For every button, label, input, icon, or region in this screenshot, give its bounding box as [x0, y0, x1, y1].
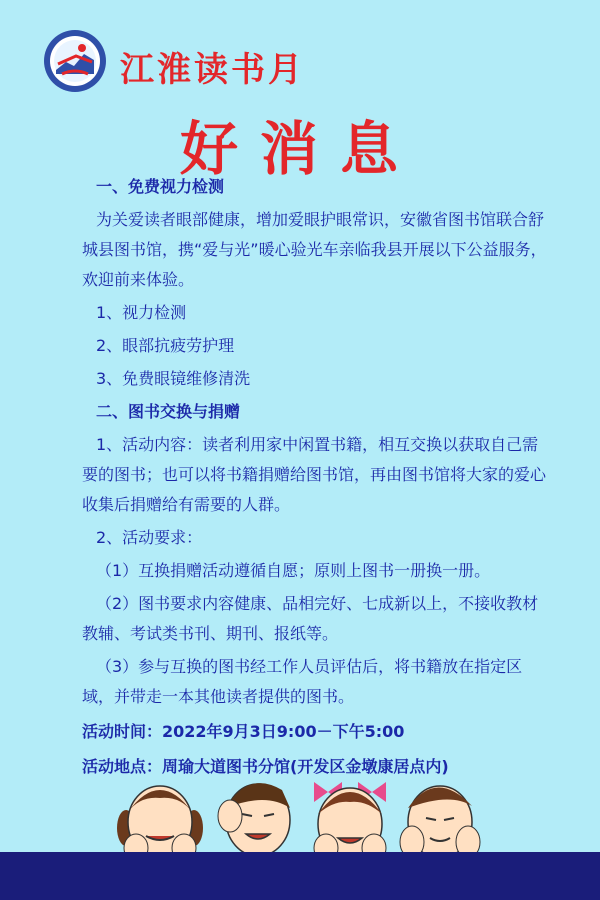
section2-req: （2）图书要求内容健康、品相完好、七成新以上，不接收教材教辅、考试类书刊、期刊、报纸等。 — [82, 594, 539, 643]
section1-heading: 一、免费视力检测 — [96, 177, 225, 196]
section1-intro: 为关爱读者眼部健康，增加爱眼护眼常识，安徽省图书馆联合舒城县图书馆，携“爱与光”暖心验光车亲临我县开展以下公益服务，欢迎前来体验。 — [82, 210, 547, 289]
section1-item: 3、免费眼镜维修清洗 — [96, 369, 251, 388]
section1-item: 1、视力检测 — [96, 303, 187, 322]
section2-heading: 二、图书交换与捐赠 — [96, 402, 241, 421]
brand-name: 江淮读书月 — [120, 50, 305, 90]
section2-req-heading: 2、活动要求： — [96, 528, 203, 547]
header — [42, 28, 562, 98]
section2-content: 1、活动内容：读者利用家中闲置书籍，相互交换以获取自己需要的图书；也可以将书籍捐赠给图书馆，再由图书馆将大家的爱心收集后捐赠给有需要的人群。 — [82, 435, 547, 514]
section2-req: （3）参与互换的图书经工作人员评估后，将书籍放在指定区域，并带走一本其他读者提供的图书。 — [82, 657, 523, 706]
library-logo — [42, 28, 108, 94]
section1-item: 2、眼部抗疲劳护理 — [96, 336, 235, 355]
section2-req: （1）互换捐赠活动遵循自愿；原则上图书一册换一册。 — [96, 561, 491, 580]
poster-title: 好消息 — [179, 115, 420, 183]
event-time: 活动时间：2022年9月3日9:00－下午5:00 — [82, 722, 405, 741]
notice-content — [82, 172, 554, 782]
bottom-strip — [0, 852, 600, 900]
event-place: 活动地点：周瑜大道图书分馆(开发区金墩康居点内) — [82, 757, 449, 776]
